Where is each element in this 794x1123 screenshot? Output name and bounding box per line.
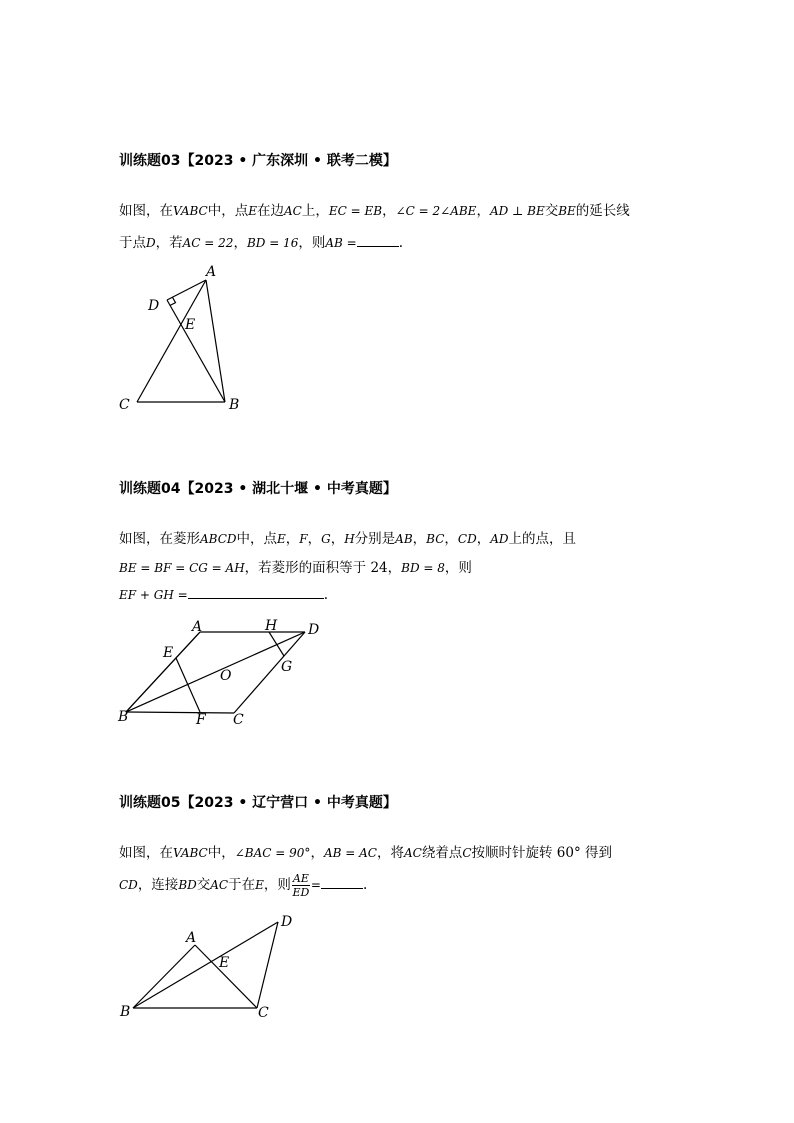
question-05-title: 训练题05【2023 • 辽宁营口 • 中考真题】	[119, 795, 397, 811]
question-04-title: 训练题04【2023 • 湖北十堰 • 中考真题】	[119, 481, 397, 497]
label-G: G	[281, 659, 293, 675]
label-F: F	[196, 712, 206, 728]
figure-04-rhombus	[117, 618, 319, 728]
label-E: E	[219, 955, 230, 971]
label-A: A	[192, 619, 203, 635]
label-E: E	[163, 645, 174, 661]
figure-05-triangle	[119, 914, 292, 1021]
question-05-line-1: 如图，在VABC中，∠BAC = 90°，AB = AC，将AC绕着点C按顺时针旋转 60° 得到	[119, 845, 613, 861]
question-03-line-1: 如图，在VABC中，点E在边AC上，EC = EB，∠C = 2∠ABE，AD ⊥ BE交BE的延长线	[119, 203, 630, 219]
label-B: B	[229, 397, 240, 413]
label-D: D	[308, 622, 320, 638]
label-C: C	[119, 397, 130, 413]
label-C: C	[233, 712, 244, 728]
label-B: B	[120, 1004, 131, 1020]
label-A: A	[186, 930, 197, 946]
label-O: O	[220, 668, 232, 684]
label-D: D	[148, 298, 160, 314]
fraction: $\frac{AE}{ED}$	[292, 872, 310, 899]
question-03-line-2: 于点D，若AC = 22，BD = 16，则AB = .	[119, 235, 403, 251]
figure-03-triangle	[119, 264, 239, 413]
label-B: B	[118, 709, 129, 725]
question-05-line-2: CD，连接BD交AC于在E，则 $\frac{AE}{ED}$ = .	[119, 872, 368, 899]
question-04-line-1: 如图，在菱形ABCD中，点E，F，G，H分别是AB，BC，CD，AD上的点，且	[119, 531, 576, 547]
question-04-line-2: BE = BF = CG = AH，若菱形的面积等于 24，BD = 8，则	[119, 560, 472, 576]
question-04-line-3: EF + GH = .	[119, 587, 328, 603]
label-A: A	[206, 264, 217, 280]
label-E: E	[185, 317, 196, 333]
question-03-title: 训练题03【2023 • 广东深圳 • 联考二模】	[119, 153, 397, 169]
label-C: C	[258, 1005, 269, 1021]
label-H: H	[265, 618, 278, 634]
label-D: D	[281, 914, 293, 930]
